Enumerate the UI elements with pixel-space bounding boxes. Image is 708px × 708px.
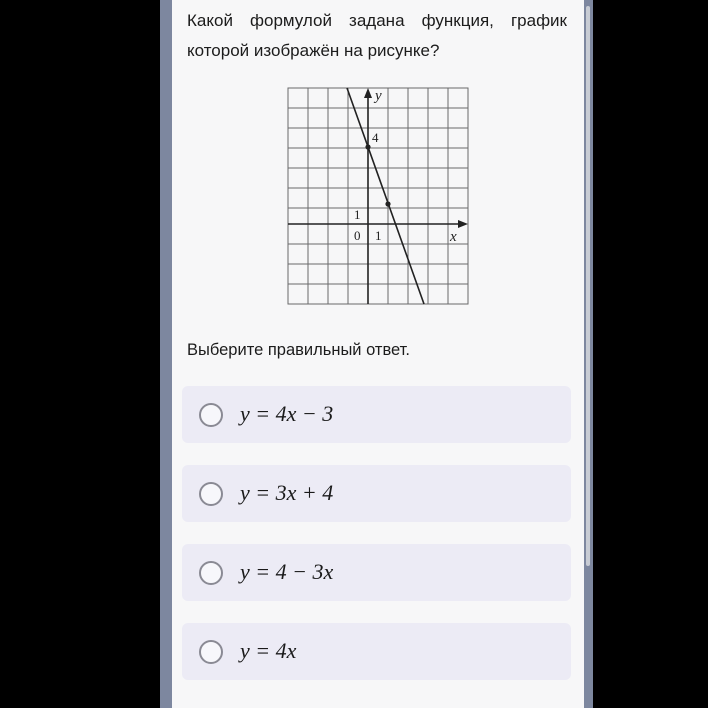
left-frame-border — [160, 0, 172, 708]
y-axis-arrow — [364, 88, 372, 98]
question-text: Какой формулой задана функция, график которой изображён на рисунке? — [187, 11, 567, 60]
answer-option-3[interactable] — [182, 544, 571, 601]
answer-option-2[interactable] — [182, 465, 571, 522]
x-axis-arrow — [458, 220, 468, 228]
answer-option-4[interactable] — [182, 623, 571, 680]
origin-label: 0 — [354, 228, 361, 243]
quiz-panel — [172, 0, 584, 708]
grid — [288, 88, 468, 304]
radio-button[interactable] — [199, 640, 223, 664]
function-line — [347, 88, 424, 304]
tick-label-y-4: 4 — [372, 130, 379, 145]
point-1-1 — [385, 201, 390, 206]
answer-option-label: y = 3x + 4 — [240, 480, 334, 505]
y-axis-label: y — [375, 88, 382, 104]
scrollbar-thumb[interactable] — [586, 6, 590, 566]
axes — [288, 92, 464, 304]
point-0-4 — [365, 144, 370, 149]
tick-label-x-1: 1 — [375, 228, 382, 243]
answer-option-1[interactable] — [182, 386, 571, 443]
answer-option-label: y = 4x − 3 — [240, 401, 334, 426]
answer-option-label: y = 4x — [240, 638, 297, 663]
tick-label-y-1: 1 — [354, 207, 361, 222]
function-graph — [284, 84, 474, 308]
answer-option-label: y = 4 − 3x — [240, 559, 334, 584]
radio-button[interactable] — [199, 561, 223, 585]
x-axis-label: x — [450, 229, 457, 245]
answer-prompt: Выберите правильный ответ. — [187, 341, 410, 359]
radio-button[interactable] — [199, 482, 223, 506]
radio-button[interactable] — [199, 403, 223, 427]
